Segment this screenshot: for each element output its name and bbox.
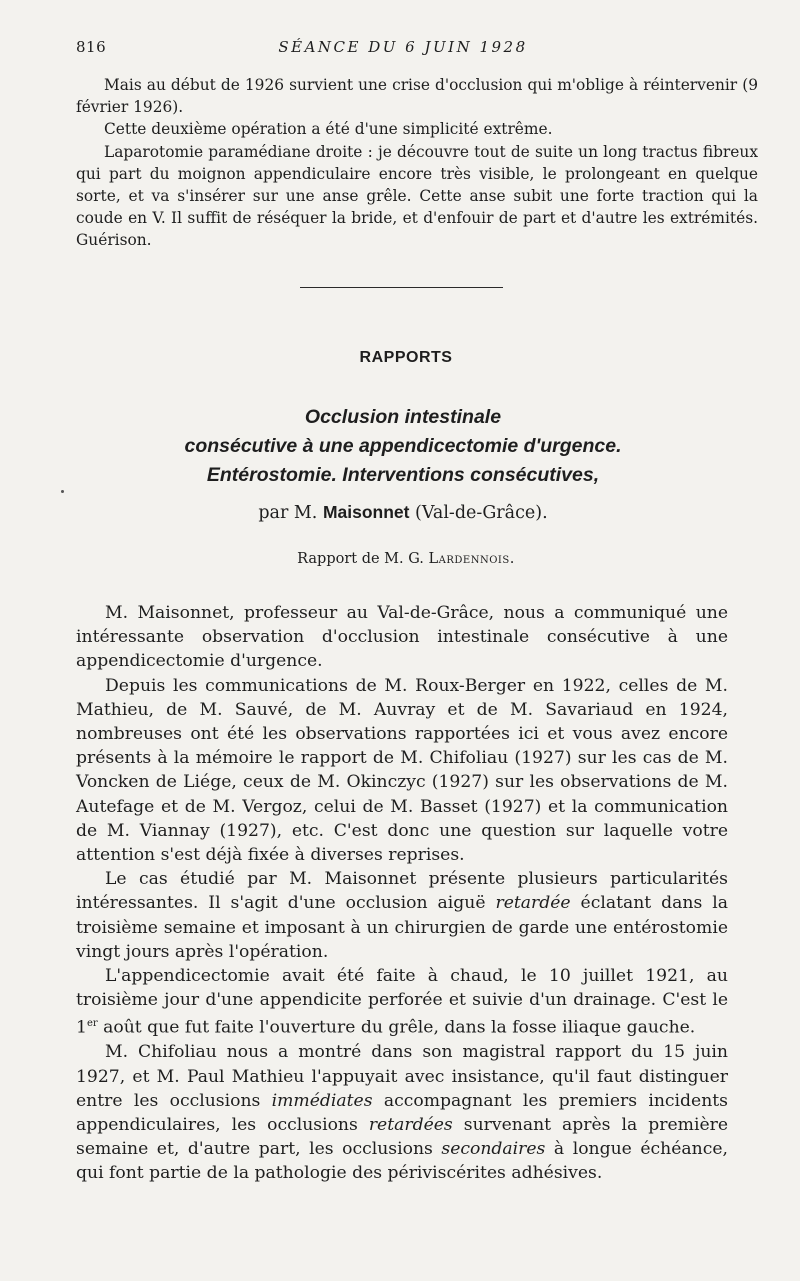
emphasis: immédiates	[271, 1090, 373, 1111]
paragraph: Depuis les communications de M. Roux-Berger en 1922, celles de M. Mathieu, de M. Sauvé, de M. Auvray et de M. Savariaud en 1924, nombreuses ont été les observations rapportées ici et vous avez encore présents à la mémoire le rapport de M. Chifoliau (1927) sur les cas de M. Voncken de Liége, ceux de M. Okinczyc (1927) sur les observations de M. Autefage et de M. Vergoz, celui de M. Basset (1927) et la communication de M. Viannay (1927), etc. C'est donc une question sur laquelle votre attention s'est déjà fixée à diverses reprises.	[76, 675, 728, 866]
title-line: Entérostomie. Interventions consécutives,	[206, 464, 600, 486]
text-run: survenant après la première semaine et, d'autre part, les occlusions	[76, 1115, 728, 1160]
print-speck	[61, 490, 64, 493]
text-run: août que fut faite l'ouverture du grêle, dans la fosse iliaque gauche.	[97, 1018, 696, 1039]
text-run: éclatant dans la troisième semaine et imposant à un chirurgien de garde une entérostomie vingt jours après l'opération.	[76, 893, 729, 962]
title-line: consécutive à une appendicectomie d'urgence.	[184, 435, 622, 457]
text-run: L'appendicectomie avait été faite à chaud, le 10 juillet 1921, au troisième jour d'une appendicite perforée et suivie d'un drainage. C'est le 1	[76, 966, 728, 1039]
paragraph: M. Maisonnet, professeur au Val-de-Grâce, nous a communiqué une intéressante observation d'occlusion intestinale consécutive à une appendicectomie d'urgence.	[76, 603, 728, 672]
paragraph: Cette deuxième opération a été d'une simplicité extrême.	[104, 120, 553, 139]
running-header	[76, 38, 730, 58]
emphasis: secondaires	[441, 1139, 546, 1160]
report-byline	[0, 551, 800, 567]
preceding-text	[76, 74, 758, 252]
running-title: SÉANCE DU 6 JUIN 1928	[278, 38, 528, 56]
report-author: Lardennois.	[428, 551, 515, 567]
paragraph: Mais au début de 1926 survient une crise d'occlusion qui m'oblige à réintervenir (9 février 1926).	[76, 76, 758, 117]
text-run: M. Chifoliau nous a montré dans son magistral rapport du 15 juin 1927, et M. Paul Mathieu l'appuyait avec insistance, qu'il faut distinguer entre les occlusions	[76, 1042, 728, 1111]
text-run: Le cas étudié par M. Maisonnet présente plusieurs particularités intéressantes. Il s'agit d'une occlusion aiguë	[76, 869, 728, 914]
author-name: Maisonnet	[322, 502, 410, 522]
author-prefix: par M.	[258, 503, 323, 523]
section-divider	[300, 287, 503, 288]
page-number: 816	[76, 38, 107, 56]
title-line: Occlusion intestinale	[304, 406, 502, 428]
paragraph	[76, 1040, 728, 1185]
section-heading: RAPPORTS	[359, 349, 453, 366]
article-body	[76, 601, 728, 1186]
paragraph	[76, 867, 728, 964]
text-run: à longue échéance, qui font partie de la pathologie des périviscérites adhésives.	[76, 1139, 728, 1184]
emphasis: retardées	[368, 1115, 453, 1135]
emphasis: retardée	[495, 893, 571, 914]
author-affiliation: (Val-de-Grâce).	[409, 503, 548, 523]
article-title	[0, 403, 800, 490]
paragraph: Laparotomie paramédiane droite : je découvre tout de suite un long tractus fibreux qui part du moignon appendiculaire encore très visible, le prolongeant en quelque sorte, et va s'insérer sur une anse grêle. Cette anse subit une forte traction qui la coude en V. Il suffit de réséquer la bride, et d'enfouir de part et d'autre les extrémités. Guérison.	[76, 142, 758, 250]
superscript: er	[86, 1018, 98, 1030]
paragraph	[76, 964, 728, 1040]
report-prefix: Rapport de M. G.	[297, 551, 429, 567]
author-line	[0, 502, 800, 523]
text-run: accompagnant les premiers incidents appendiculaires, les occlusions	[76, 1090, 728, 1135]
